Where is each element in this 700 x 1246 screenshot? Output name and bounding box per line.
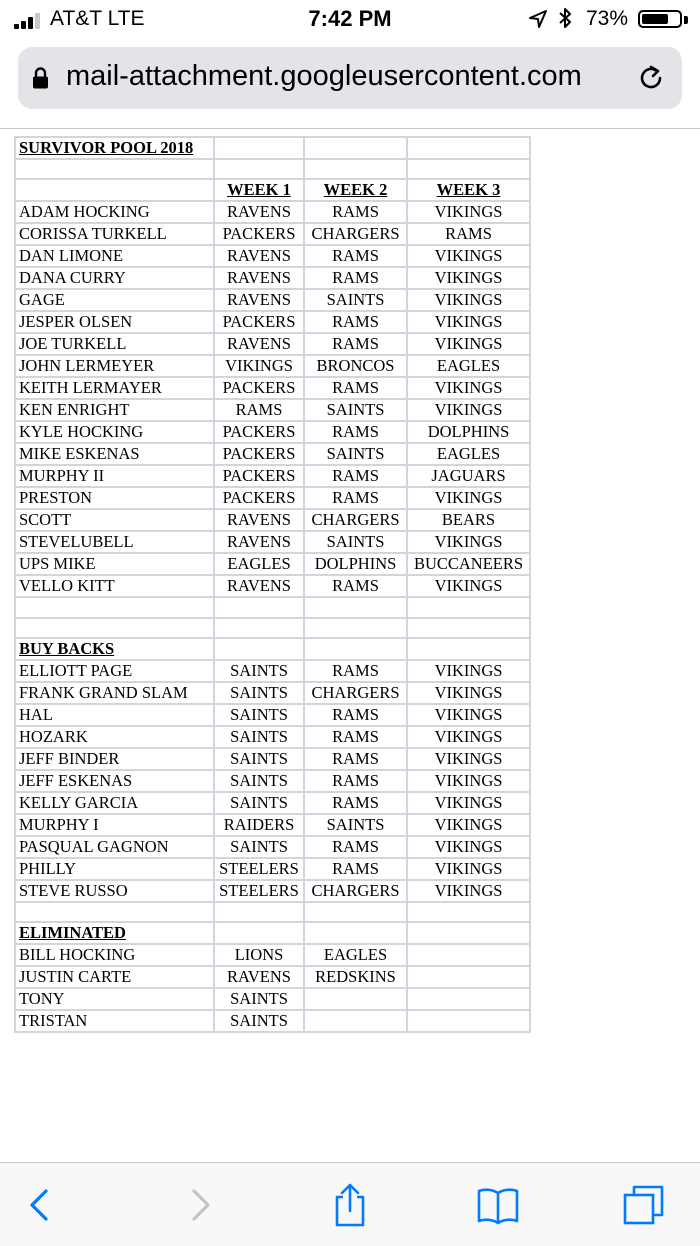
week-3-pick-cell: VIKINGS [407,487,530,509]
blank-row [15,618,530,638]
week-3-pick-cell: JAGUARS [407,465,530,487]
battery-percent: 73% [585,7,628,30]
player-name-cell: HOZARK [15,726,214,748]
player-name-cell: KEN ENRIGHT [15,399,214,421]
week-2-pick-cell: RAMS [304,575,407,597]
back-icon[interactable] [18,1183,62,1227]
week-1-pick-cell: RAIDERS [214,814,304,836]
player-name-cell: TRISTAN [15,1010,214,1032]
player-name-cell: JESPER OLSEN [15,311,214,333]
table-row [15,531,530,553]
buy-backs-title-label: BUY BACKS [15,638,214,660]
player-name-cell: PASQUAL GAGNON [15,836,214,858]
week-2-pick-cell: BRONCOS [304,355,407,377]
empty-cell [15,597,214,617]
player-name-cell: VELLO KITT [15,575,214,597]
week-2-pick-cell: RAMS [304,858,407,880]
week-2-pick-cell [304,988,407,1010]
week-2-pick-cell: SAINTS [304,289,407,311]
address-bar-divider [0,128,700,129]
week-2-pick-cell: RAMS [304,792,407,814]
week-2-pick-cell: RAMS [304,311,407,333]
blank-row [15,902,530,922]
location-icon [528,9,548,29]
week-2-pick-cell: SAINTS [304,531,407,553]
week-1-pick-cell: RAVENS [214,333,304,355]
week-3-pick-cell: EAGLES [407,443,530,465]
player-name-cell: CORISSA TURKELL [15,223,214,245]
browser-toolbar [0,1162,700,1246]
sheet-title [15,137,530,159]
week-1-pick-cell: LIONS [214,944,304,966]
week-2-pick-cell: RAMS [304,487,407,509]
player-name-cell: TONY [15,988,214,1010]
empty-cell [15,179,214,201]
week-3-pick-cell: VIKINGS [407,726,530,748]
table-row [15,509,530,531]
week-3-pick-cell: VIKINGS [407,399,530,421]
week-3-pick-cell: BUCCANEERS [407,553,530,575]
address-bar[interactable] [18,47,682,109]
week-1-header: WEEK 1 [214,179,304,201]
week-2-pick-cell: CHARGERS [304,682,407,704]
empty-cell [15,902,214,922]
week-3-header: WEEK 3 [407,179,530,201]
week-3-pick-cell: VIKINGS [407,267,530,289]
empty-cell [214,618,304,638]
empty-cell [407,922,530,944]
week-3-pick-cell: VIKINGS [407,880,530,902]
week-3-pick-cell: VIKINGS [407,311,530,333]
table-row [15,355,530,377]
player-name-cell: STEVELUBELL [15,531,214,553]
week-1-pick-cell: EAGLES [214,553,304,575]
player-name-cell: MURPHY I [15,814,214,836]
week-2-pick-cell: CHARGERS [304,223,407,245]
url-text[interactable]: mail-attachment.googleusercontent.com [66,60,582,92]
player-name-cell: JOHN LERMEYER [15,355,214,377]
week-1-pick-cell: SAINTS [214,660,304,682]
table-row [15,858,530,880]
week-3-pick-cell: VIKINGS [407,289,530,311]
player-name-cell: SCOTT [15,509,214,531]
week-3-pick-cell: VIKINGS [407,333,530,355]
player-name-cell: KELLY GARCIA [15,792,214,814]
week-1-pick-cell: RAVENS [214,531,304,553]
player-name-cell: JEFF BINDER [15,748,214,770]
week-2-pick-cell: CHARGERS [304,880,407,902]
empty-cell [407,618,530,638]
player-name-cell: JUSTIN CARTE [15,966,214,988]
share-icon[interactable] [328,1183,372,1227]
week-3-pick-cell: VIKINGS [407,201,530,223]
week-3-pick-cell: VIKINGS [407,660,530,682]
table-row [15,966,530,988]
week-3-pick-cell: DOLPHINS [407,421,530,443]
empty-cell [304,159,407,179]
week-2-pick-cell: RAMS [304,267,407,289]
week-1-pick-cell: SAINTS [214,836,304,858]
player-name-cell: MIKE ESKENAS [15,443,214,465]
table-row [15,1010,530,1032]
week-2-pick-cell: REDSKINS [304,966,407,988]
table-row [15,748,530,770]
week-1-pick-cell: PACKERS [214,443,304,465]
survivor-pool-table [14,136,531,1033]
table-row [15,201,530,223]
week-2-pick-cell: SAINTS [304,399,407,421]
empty-cell [304,618,407,638]
week-2-pick-cell [304,1010,407,1032]
player-name-cell: ADAM HOCKING [15,201,214,223]
week-1-pick-cell: SAINTS [214,704,304,726]
week-1-pick-cell: SAINTS [214,770,304,792]
week-1-pick-cell: RAVENS [214,245,304,267]
sheet-title-label: SURVIVOR POOL 2018 [15,137,214,159]
week-1-pick-cell: VIKINGS [214,355,304,377]
week-2-pick-cell: RAMS [304,726,407,748]
forward-icon[interactable] [178,1183,222,1227]
empty-cell [15,159,214,179]
player-name-cell: MURPHY II [15,465,214,487]
table-row [15,880,530,902]
week-3-pick-cell: VIKINGS [407,575,530,597]
player-name-cell: ELLIOTT PAGE [15,660,214,682]
table-row [15,289,530,311]
table-row [15,223,530,245]
week-3-pick-cell: VIKINGS [407,814,530,836]
week-2-pick-cell: RAMS [304,377,407,399]
week-1-pick-cell: SAINTS [214,726,304,748]
table-row [15,443,530,465]
week-1-pick-cell: RAVENS [214,575,304,597]
week-1-pick-cell: STEELERS [214,880,304,902]
reload-icon[interactable] [636,63,666,93]
player-name-cell: PHILLY [15,858,214,880]
week-1-pick-cell: RAMS [214,399,304,421]
battery-icon [638,10,682,28]
week-2-pick-cell: RAMS [304,421,407,443]
blank-row [15,159,530,179]
week-1-pick-cell: RAVENS [214,509,304,531]
table-row [15,814,530,836]
week-1-pick-cell: STEELERS [214,858,304,880]
player-name-cell: PRESTON [15,487,214,509]
tabs-icon[interactable] [622,1183,666,1227]
battery-tip [684,16,688,24]
week-1-pick-cell: RAVENS [214,289,304,311]
week-1-pick-cell: PACKERS [214,465,304,487]
empty-cell [304,922,407,944]
week-2-pick-cell: RAMS [304,748,407,770]
empty-cell [214,902,304,922]
empty-cell [304,137,407,159]
table-row [15,267,530,289]
week-1-pick-cell: SAINTS [214,988,304,1010]
table-row [15,553,530,575]
empty-cell [407,597,530,617]
week-3-pick-cell: VIKINGS [407,792,530,814]
week-1-pick-cell: PACKERS [214,311,304,333]
player-name-cell: JOE TURKELL [15,333,214,355]
empty-cell [15,618,214,638]
week-3-pick-cell [407,988,530,1010]
player-name-cell: FRANK GRAND SLAM [15,682,214,704]
player-name-cell: KEITH LERMAYER [15,377,214,399]
player-name-cell: DANA CURRY [15,267,214,289]
player-name-cell: KYLE HOCKING [15,421,214,443]
week-2-pick-cell: RAMS [304,660,407,682]
week-1-pick-cell: SAINTS [214,1010,304,1032]
week-1-pick-cell: PACKERS [214,487,304,509]
header-row [15,179,530,201]
table-row [15,726,530,748]
week-2-pick-cell: EAGLES [304,944,407,966]
week-3-pick-cell: EAGLES [407,355,530,377]
lock-icon [32,67,49,89]
week-3-pick-cell: BEARS [407,509,530,531]
table-row [15,988,530,1010]
week-2-pick-cell: RAMS [304,465,407,487]
player-name-cell: STEVE RUSSO [15,880,214,902]
week-1-pick-cell: PACKERS [214,421,304,443]
table-row [15,377,530,399]
week-2-pick-cell: RAMS [304,836,407,858]
empty-cell [407,159,530,179]
buy-backs-title [15,638,530,660]
week-1-pick-cell: PACKERS [214,377,304,399]
week-2-header: WEEK 2 [304,179,407,201]
table-row [15,770,530,792]
week-3-pick-cell: VIKINGS [407,770,530,792]
table-row [15,245,530,267]
table-row [15,836,530,858]
table-row [15,704,530,726]
week-3-pick-cell: VIKINGS [407,245,530,267]
week-3-pick-cell [407,1010,530,1032]
week-2-pick-cell: RAMS [304,770,407,792]
player-name-cell: UPS MIKE [15,553,214,575]
blank-row [15,597,530,617]
week-3-pick-cell: VIKINGS [407,858,530,880]
bookmarks-icon[interactable] [476,1183,520,1227]
week-1-pick-cell: SAINTS [214,748,304,770]
empty-cell [214,638,304,660]
week-2-pick-cell: RAMS [304,245,407,267]
week-3-pick-cell: VIKINGS [407,704,530,726]
week-1-pick-cell: PACKERS [214,223,304,245]
week-3-pick-cell: RAMS [407,223,530,245]
week-3-pick-cell: VIKINGS [407,748,530,770]
empty-cell [304,597,407,617]
player-name-cell: JEFF ESKENAS [15,770,214,792]
week-2-pick-cell: SAINTS [304,814,407,836]
empty-cell [214,922,304,944]
empty-cell [304,638,407,660]
table-row [15,487,530,509]
table-row [15,465,530,487]
empty-cell [304,902,407,922]
eliminated-title-label: ELIMINATED [15,922,214,944]
week-2-pick-cell: SAINTS [304,443,407,465]
table-row [15,333,530,355]
week-2-pick-cell: CHARGERS [304,509,407,531]
empty-cell [407,638,530,660]
week-1-pick-cell: SAINTS [214,792,304,814]
empty-cell [214,137,304,159]
week-2-pick-cell: RAMS [304,333,407,355]
week-1-pick-cell: RAVENS [214,966,304,988]
table-row [15,575,530,597]
week-2-pick-cell: DOLPHINS [304,553,407,575]
bluetooth-icon [556,7,574,29]
table-row [15,944,530,966]
week-2-pick-cell: RAMS [304,704,407,726]
table-row [15,311,530,333]
empty-cell [214,597,304,617]
week-1-pick-cell: RAVENS [214,267,304,289]
table-row [15,682,530,704]
empty-cell [214,159,304,179]
player-name-cell: HAL [15,704,214,726]
table-row [15,660,530,682]
table-row [15,792,530,814]
table-row [15,399,530,421]
eliminated-title [15,922,530,944]
empty-cell [407,902,530,922]
week-3-pick-cell: VIKINGS [407,531,530,553]
week-1-pick-cell: RAVENS [214,201,304,223]
week-3-pick-cell [407,966,530,988]
week-3-pick-cell: VIKINGS [407,682,530,704]
table-row [15,421,530,443]
player-name-cell: DAN LIMONE [15,245,214,267]
week-3-pick-cell [407,944,530,966]
week-2-pick-cell: RAMS [304,201,407,223]
week-3-pick-cell: VIKINGS [407,377,530,399]
player-name-cell: GAGE [15,289,214,311]
week-3-pick-cell: VIKINGS [407,836,530,858]
empty-cell [407,137,530,159]
status-bar [0,0,700,40]
player-name-cell: BILL HOCKING [15,944,214,966]
carrier-label: AT&T LTE [50,7,145,30]
clock: 7:42 PM [308,6,392,31]
week-1-pick-cell: SAINTS [214,682,304,704]
